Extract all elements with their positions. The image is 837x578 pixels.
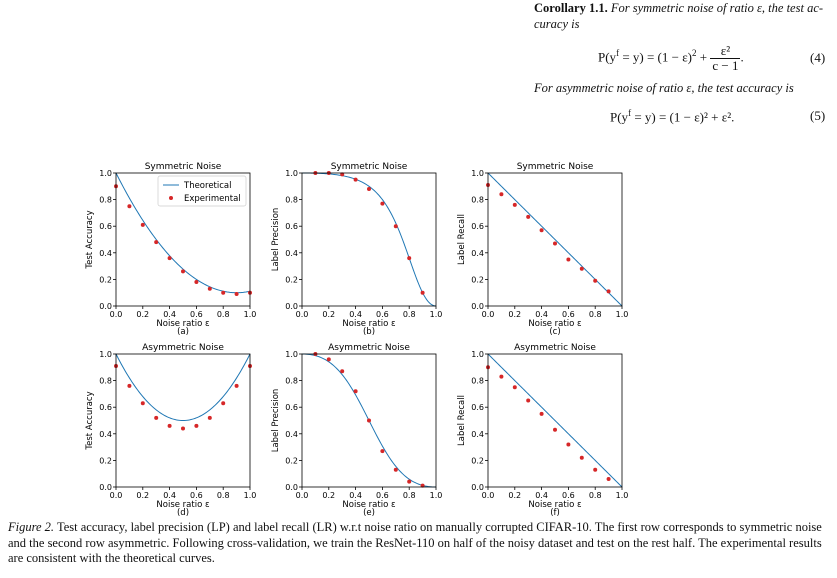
data-point [526, 215, 530, 219]
asymmetric-statement: For asymmetric noise of ratio ε, the test accuracy is [534, 81, 794, 95]
eq4-sq: 2 [692, 48, 697, 59]
x-tick-label: 0.8 [402, 491, 416, 500]
data-point [380, 202, 384, 206]
y-tick-label: 0.4 [471, 429, 484, 439]
eq4-sup: f [616, 48, 620, 59]
y-tick-label: 1.0 [285, 169, 298, 178]
y-tick-label: 0.2 [99, 456, 112, 466]
x-tick-label: 1.0 [429, 310, 443, 319]
data-point [168, 256, 172, 260]
eq5-left: P(y [610, 109, 629, 125]
y-tick-label: 0.4 [99, 429, 112, 439]
y-tick-label: 0.6 [285, 403, 298, 413]
x-tick-label: 0.2 [508, 310, 522, 319]
x-tick-label: 0.8 [402, 310, 416, 319]
x-tick-label: 0.8 [216, 491, 230, 500]
y-tick-label: 0.8 [471, 376, 484, 386]
y-tick-label: 0.0 [99, 302, 112, 311]
y-tick-label: 0.6 [99, 222, 112, 232]
y-tick-label: 1.0 [99, 350, 112, 359]
x-tick-label: 0.6 [190, 491, 203, 500]
subfigure-label: (e) [363, 508, 375, 518]
data-point [499, 192, 503, 196]
data-point [127, 204, 131, 208]
x-tick-label: 0.0 [295, 491, 309, 500]
chart-title: Asymmetric Noise [328, 343, 410, 353]
data-point [221, 291, 225, 295]
x-tick-label: 0.4 [349, 310, 362, 319]
legend-dot-marker [169, 196, 173, 200]
data-point [235, 384, 239, 388]
data-point [168, 424, 172, 428]
x-tick-label: 0.4 [349, 491, 362, 500]
theoretical-curve [116, 354, 250, 421]
data-point [593, 279, 597, 283]
data-point [181, 269, 185, 273]
x-tick-label: 1.0 [615, 491, 629, 500]
x-tick-label: 1.0 [243, 491, 257, 500]
data-point [593, 468, 597, 472]
theoretical-curve [302, 173, 436, 306]
y-tick-label: 1.0 [99, 169, 112, 178]
caption-text: Test accuracy, label precision (LP) and label recall (LR) w.r.t noise ratio on manually corrupted CIFAR-10. The first row corresponds to symmetric noise and the second row asymmetric. Following cross-validation, we train the ResNet-110 on half of the noisy dataset and test on the rest half. The experimental results are consistent with the theoretical curves. [8, 520, 822, 565]
caption-label: Figure 2. [8, 520, 55, 534]
x-axis-label: Noise ratio ε [156, 500, 210, 510]
y-tick-label: 0.4 [285, 429, 298, 439]
subfigure-label: (a) [177, 327, 189, 337]
data-point [566, 442, 570, 446]
chart-panel-f [457, 343, 628, 518]
eq4-left: P(y [598, 49, 617, 65]
data-point [407, 256, 411, 260]
subfigure-label: (b) [362, 327, 376, 337]
data-point [141, 223, 145, 227]
x-tick-label: 0.0 [109, 491, 123, 500]
axes-frame [302, 173, 436, 306]
eq4-num: ε² [710, 44, 740, 59]
y-tick-label: 0.0 [471, 302, 484, 311]
x-tick-label: 0.0 [481, 310, 495, 319]
data-point [367, 187, 371, 191]
data-point [421, 291, 425, 295]
eq4-den: c − 1 [712, 58, 739, 73]
y-tick-label: 0.2 [471, 456, 484, 466]
data-point [513, 385, 517, 389]
corollary-line1: For symmetric noise of ratio ε, the test ac- [610, 1, 824, 15]
chart-title: Asymmetric Noise [142, 343, 224, 353]
data-point [340, 369, 344, 373]
y-tick-label: 0.6 [285, 222, 298, 232]
data-point [526, 399, 530, 403]
data-point [540, 412, 544, 416]
chart-legend [158, 176, 246, 206]
x-tick-label: 0.2 [322, 310, 336, 319]
x-tick-label: 0.4 [163, 310, 176, 319]
data-point [208, 416, 212, 420]
x-axis-label: Noise ratio ε [342, 319, 396, 329]
eq4-mid: = y) = (1 − ε) [619, 49, 693, 65]
x-axis-label: Noise ratio ε [528, 500, 582, 510]
data-point [327, 357, 331, 361]
chart-title: Symmetric Noise [144, 162, 222, 172]
eq4-plus: + [696, 49, 711, 65]
y-tick-label: 0.6 [471, 403, 484, 413]
y-tick-label: 0.0 [285, 302, 298, 311]
y-tick-label: 0.4 [99, 248, 112, 258]
chart-title: Asymmetric Noise [514, 343, 596, 353]
y-tick-label: 1.0 [471, 350, 484, 359]
y-tick-label: 0.2 [471, 275, 484, 285]
x-tick-label: 0.4 [535, 491, 548, 500]
x-tick-label: 0.8 [216, 310, 230, 319]
y-tick-label: 0.4 [285, 248, 298, 258]
subfigure-label: (f) [550, 508, 560, 518]
chart-panel-e [271, 343, 442, 518]
eq5-rest: = y) = (1 − ε)² + ε². [631, 109, 735, 125]
eq4-dot: . [740, 49, 744, 65]
chart-panel-c [457, 162, 628, 337]
subfigure-label: (c) [549, 327, 561, 337]
x-axis-label: Noise ratio ε [528, 319, 582, 329]
data-point [208, 287, 212, 291]
data-point [154, 240, 158, 244]
y-axis-label: Label Recall [457, 214, 467, 265]
data-point [354, 389, 358, 393]
data-point [394, 224, 398, 228]
data-point [354, 178, 358, 182]
eq5-sup: f [628, 108, 632, 118]
subfigure-label: (d) [176, 508, 190, 518]
y-tick-label: 0.6 [471, 222, 484, 232]
y-tick-label: 0.0 [285, 483, 298, 492]
chart-title: Symmetric Noise [516, 162, 594, 172]
y-axis-label: Test Accuracy [85, 210, 95, 269]
y-axis-label: Label Recall [457, 395, 467, 446]
theoretical-curve [488, 173, 622, 306]
y-axis-label: Label Precision [271, 207, 281, 272]
y-tick-label: 0.2 [285, 456, 298, 466]
y-tick-label: 1.0 [471, 169, 484, 178]
theoretical-curve [488, 354, 622, 487]
y-tick-label: 0.8 [99, 376, 112, 386]
x-tick-label: 0.2 [508, 491, 522, 500]
x-tick-label: 0.0 [481, 491, 495, 500]
data-point [513, 203, 517, 207]
y-tick-label: 0.2 [99, 275, 112, 285]
x-tick-label: 0.0 [109, 310, 123, 319]
y-tick-label: 0.6 [99, 403, 112, 413]
y-axis-label: Label Precision [271, 388, 281, 453]
data-point [499, 375, 503, 379]
y-tick-label: 0.2 [285, 275, 298, 285]
x-tick-label: 0.8 [588, 491, 602, 500]
y-tick-label: 0.8 [285, 195, 298, 205]
data-point [141, 401, 145, 405]
y-tick-label: 0.8 [99, 195, 112, 205]
x-tick-label: 0.2 [136, 310, 150, 319]
data-point [235, 292, 239, 296]
data-point [127, 384, 131, 388]
x-tick-label: 0.6 [562, 310, 575, 319]
equation-5-number: (5) [810, 108, 826, 123]
figure-caption [8, 520, 828, 567]
chart-panel-d [85, 343, 256, 518]
x-tick-label: 0.6 [562, 491, 575, 500]
corollary-title: Corollary 1.1. [534, 1, 608, 15]
x-axis-label: Noise ratio ε [342, 500, 396, 510]
x-tick-label: 0.4 [163, 491, 176, 500]
x-tick-label: 0.6 [376, 491, 389, 500]
x-tick-label: 0.6 [190, 310, 203, 319]
y-tick-label: 0.8 [285, 376, 298, 386]
data-point [580, 456, 584, 460]
x-tick-label: 0.0 [295, 310, 309, 319]
legend-experimental: Experimental [184, 194, 241, 204]
data-point [221, 401, 225, 405]
x-axis-label: Noise ratio ε [156, 319, 210, 329]
corollary-line2: curacy is [534, 17, 580, 31]
y-tick-label: 0.0 [99, 483, 112, 492]
x-tick-label: 0.2 [322, 491, 336, 500]
x-tick-label: 0.6 [376, 310, 389, 319]
data-point [553, 241, 557, 245]
data-point [407, 480, 411, 484]
legend-theoretical: Theoretical [184, 181, 232, 191]
x-tick-label: 1.0 [615, 310, 629, 319]
data-point [394, 468, 398, 472]
data-point [194, 280, 198, 284]
data-point [553, 428, 557, 432]
data-point [566, 257, 570, 261]
x-tick-label: 0.8 [588, 310, 602, 319]
chart-title: Symmetric Noise [330, 162, 408, 172]
equation-4-number: (4) [810, 50, 826, 65]
x-tick-label: 1.0 [243, 310, 257, 319]
data-point [194, 424, 198, 428]
y-axis-label: Test Accuracy [85, 391, 95, 450]
data-point [380, 449, 384, 453]
y-tick-label: 0.0 [471, 483, 484, 492]
data-point [540, 228, 544, 232]
y-tick-label: 0.4 [471, 248, 484, 258]
y-tick-label: 0.8 [471, 195, 484, 205]
chart-panel-a [85, 162, 256, 337]
x-tick-label: 0.4 [535, 310, 548, 319]
x-tick-label: 0.2 [136, 491, 150, 500]
y-tick-label: 1.0 [285, 350, 298, 359]
chart-panel-b [271, 162, 442, 337]
data-point [607, 289, 611, 293]
x-tick-label: 1.0 [429, 491, 443, 500]
data-point [367, 419, 371, 423]
data-point [580, 267, 584, 271]
data-point [607, 477, 611, 481]
data-point [154, 416, 158, 420]
data-point [181, 426, 185, 430]
